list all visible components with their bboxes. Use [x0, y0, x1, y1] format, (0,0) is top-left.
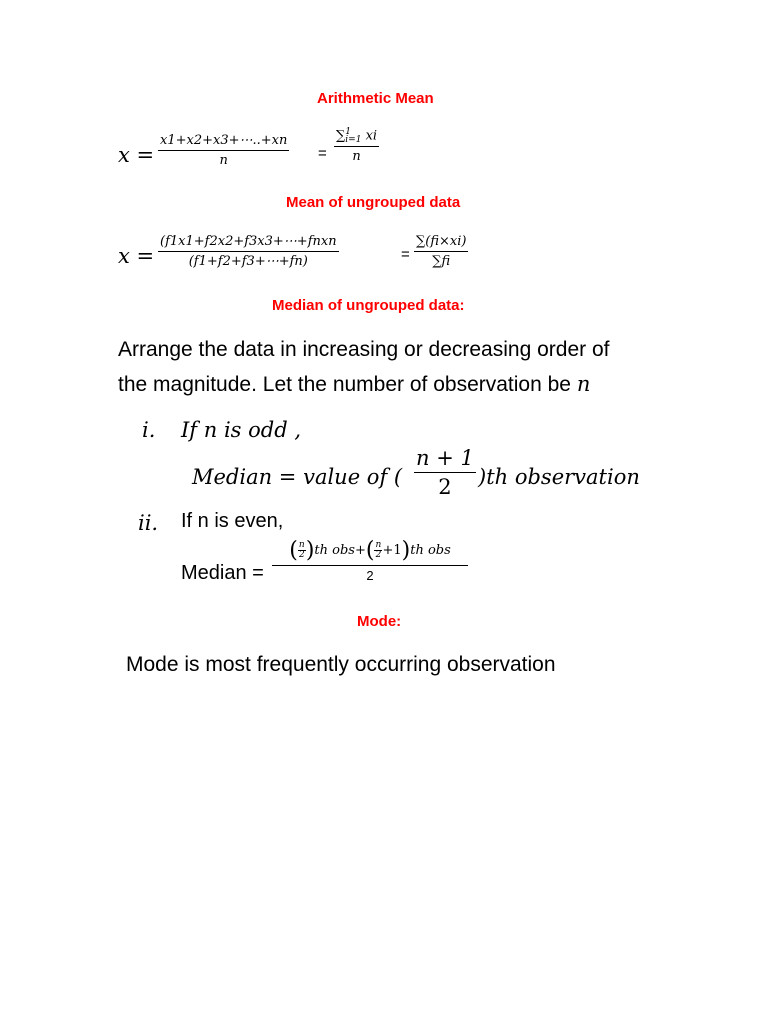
mode-definition: Mode is most frequently occurring observation [126, 653, 556, 676]
case2-label: ii. [138, 511, 159, 535]
inner-fraction-num: n [375, 540, 382, 550]
formula1-equals: = [318, 145, 327, 162]
formula1-sum-fraction [334, 128, 379, 164]
fraction-bar [158, 150, 289, 151]
sum-term: xi [365, 128, 378, 144]
heading-median-ungrouped: Median of ungrouped data: [272, 297, 465, 314]
formula2-rhs-fraction [414, 234, 468, 269]
case1-fraction-numerator: n + 1 [416, 446, 474, 470]
case1-fraction [414, 446, 476, 499]
case1-label: i. [142, 418, 156, 442]
formula2-rhs-denominator: ∑fi [432, 254, 451, 269]
case1-formula-right: )th observation [478, 465, 640, 489]
formula2-denominator: (f1+f2+f3+⋯+fn) [188, 254, 308, 269]
case2-median-label: Median = [181, 562, 264, 584]
formula1-sum-numerator: ∑ 1 i=1 xi [336, 127, 378, 145]
intro-variable: n [576, 372, 591, 396]
case1-fraction-denominator: 2 [438, 475, 452, 499]
formula2-equals: = [401, 246, 410, 263]
formula2-fraction [158, 234, 339, 269]
fraction-bar [158, 251, 339, 252]
median-intro-line2: the magnitude. Let the number of observation be n [118, 372, 591, 396]
case2-fraction-denominator: 2 [366, 568, 374, 583]
formula1-numerator: x1+x2+x3+⋯..+xn [160, 133, 288, 148]
case1-formula-left: Median = value of ( [192, 465, 403, 489]
inner-fraction-den: 2 [298, 550, 305, 560]
fraction-bar [414, 251, 468, 252]
formula2-rhs-numerator: ∑(fi×xi) [416, 234, 467, 249]
median-intro-line1: Arrange the data in increasing or decreasing order of [118, 338, 610, 361]
heading-mean-ungrouped: Mean of ungrouped data [286, 194, 461, 211]
formula2-numerator: (f1x1+f2x2+f3x3+⋯+fnxn [160, 234, 337, 249]
inner-fraction-num: n [298, 540, 305, 550]
sum-lower-limit: i=1 [345, 135, 362, 145]
heading-arithmetic-mean: Arithmetic Mean [317, 90, 434, 107]
formula1-fraction [158, 133, 289, 168]
formula1-sum-denominator: n [352, 149, 361, 164]
fraction-bar [414, 472, 476, 473]
fraction-bar [334, 146, 379, 147]
case1-text: If n is odd , [181, 418, 301, 442]
sum-upper-limit: 1 [345, 127, 352, 137]
case2-fraction-numerator: ( n 2 ) th obs+ ( n 2 +1 ) th obs [289, 538, 451, 563]
inner-fraction-den: 2 [375, 550, 382, 560]
formula2-lhs: x = [118, 244, 155, 268]
fraction-bar [272, 565, 468, 566]
case2-text: If n is even, [181, 510, 284, 532]
formula1-lhs: x = [118, 143, 155, 167]
heading-mode: Mode: [357, 613, 402, 630]
formula1-denominator: n [219, 153, 228, 168]
case2-fraction [272, 538, 468, 583]
